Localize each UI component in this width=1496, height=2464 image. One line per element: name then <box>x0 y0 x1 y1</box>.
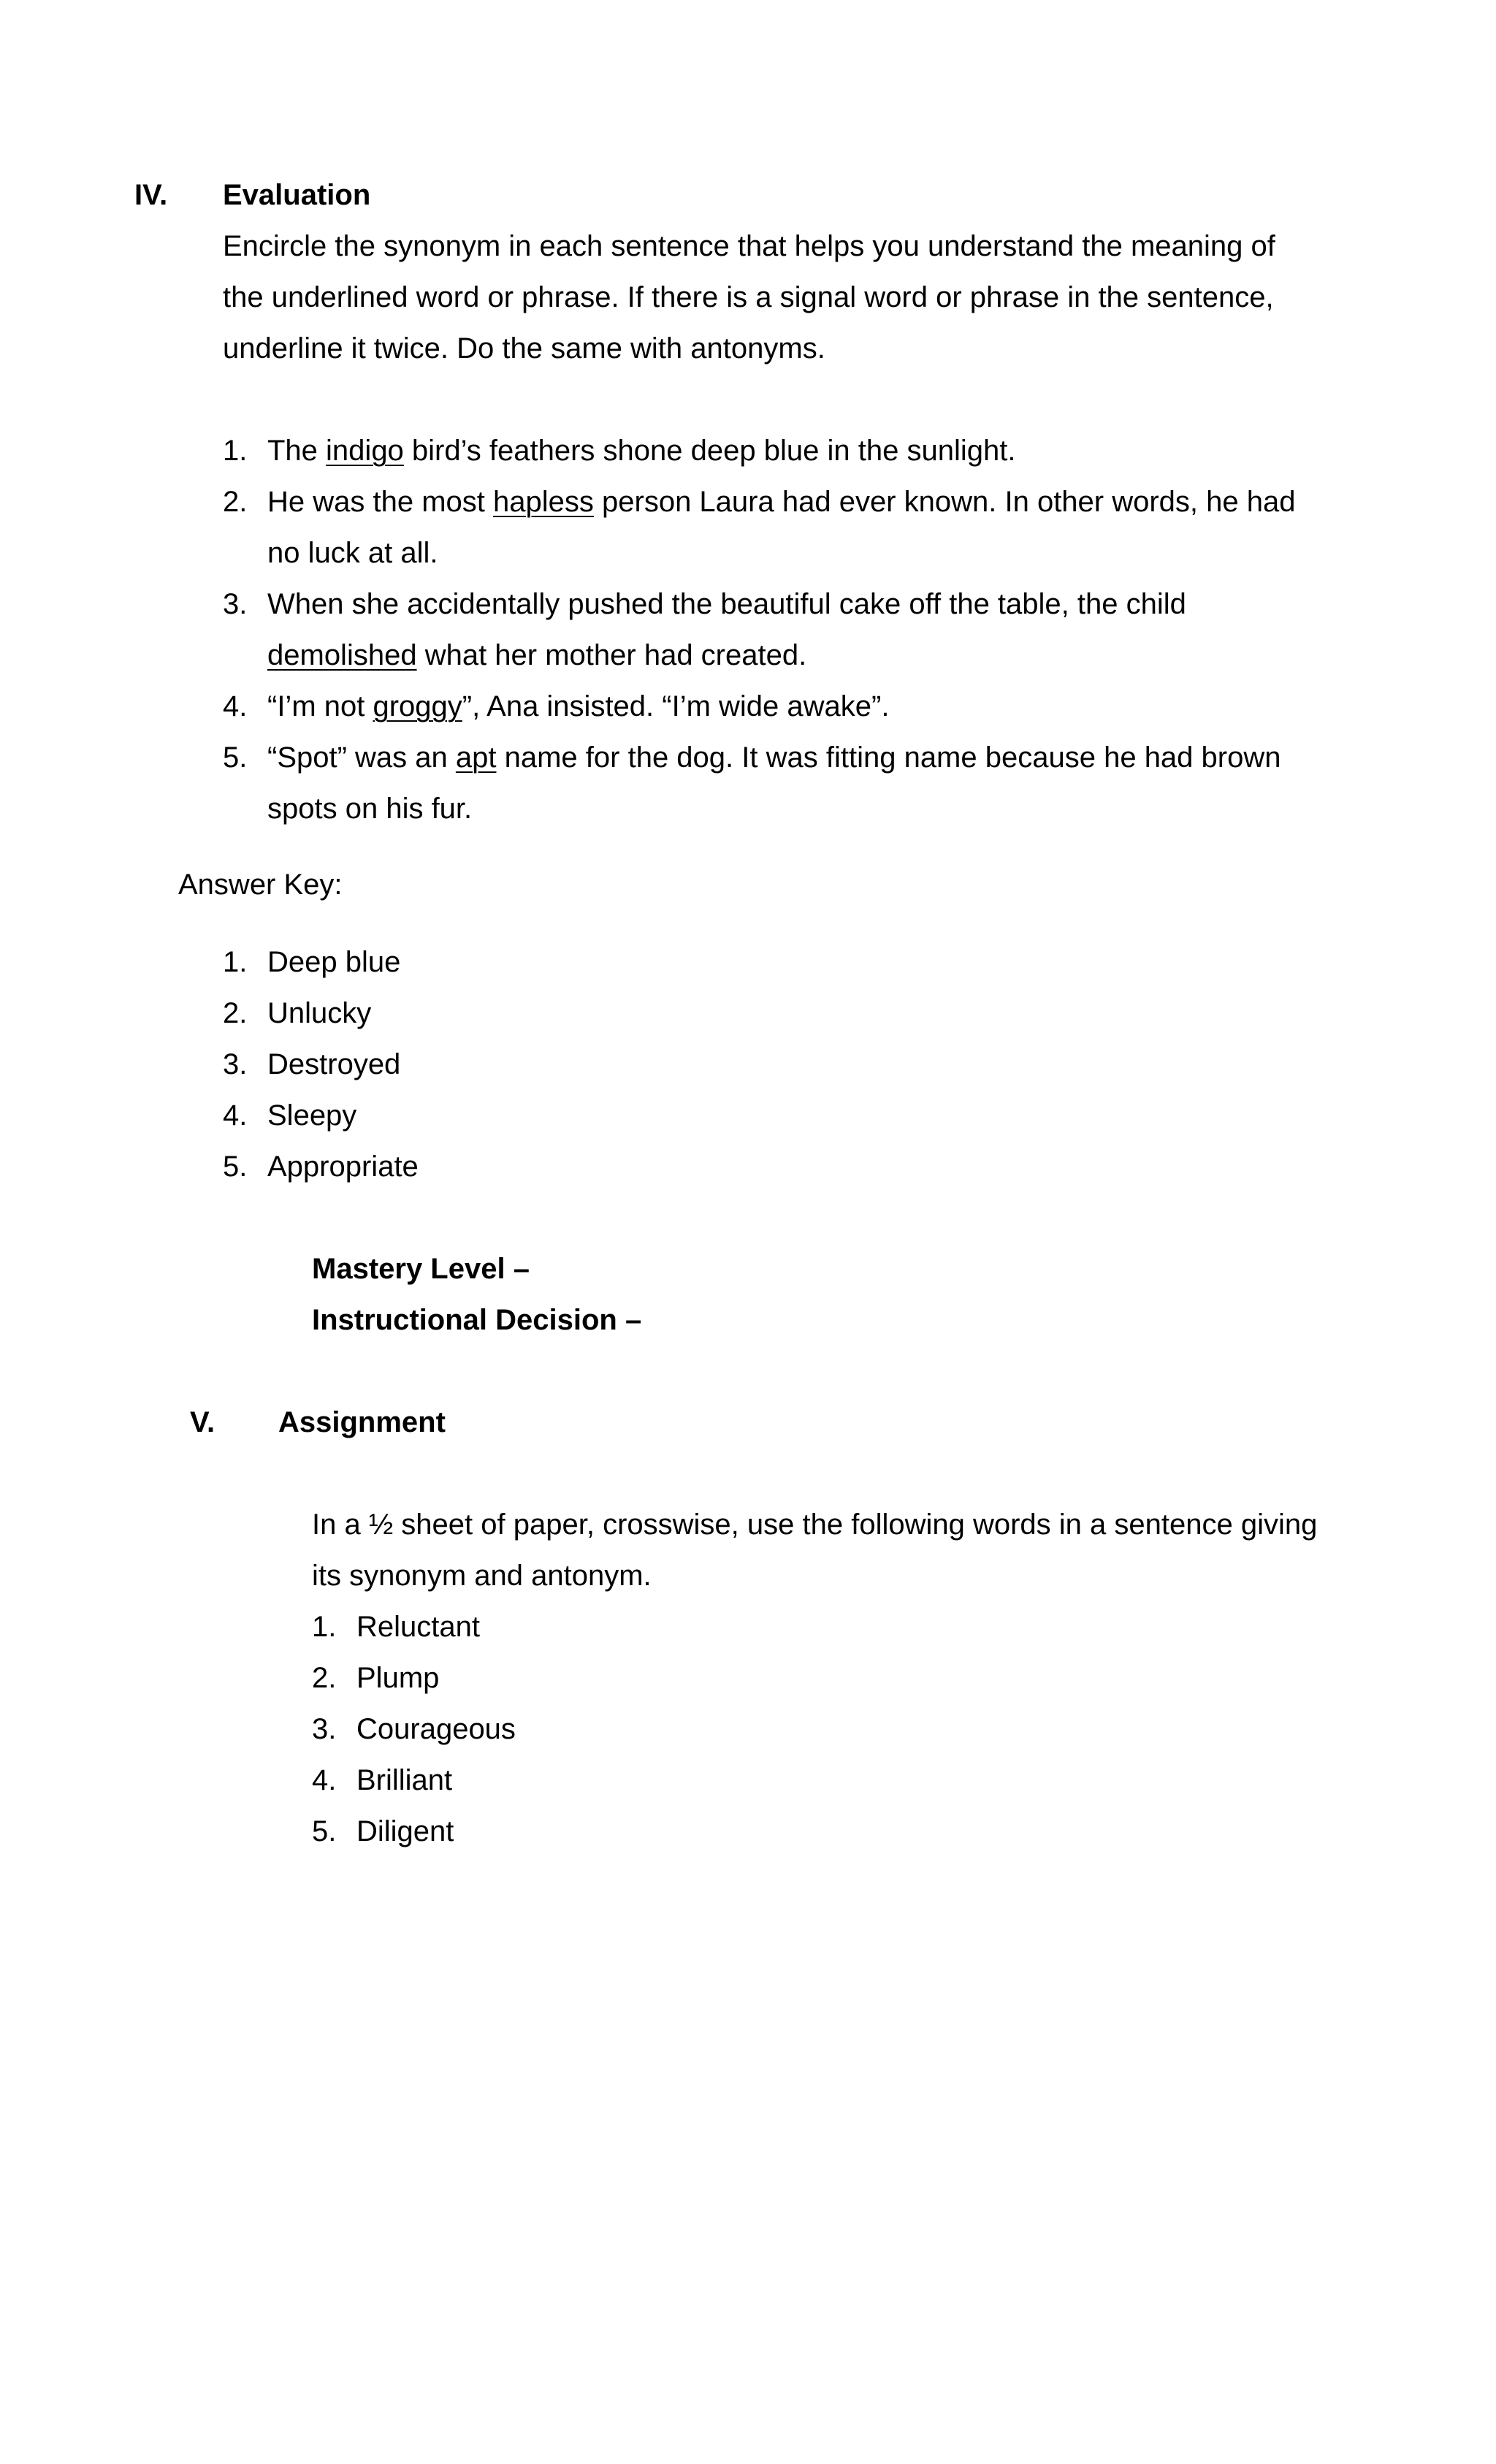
list-number: 1. <box>223 435 248 467</box>
list-item: He was the most hapless person Laura had ever known. In other words, he had <box>267 486 1296 518</box>
assignment-word: Plump <box>356 1662 440 1694</box>
assignment-word: Brilliant <box>356 1764 453 1796</box>
underlined-word: apt <box>455 741 497 774</box>
list-number: 4. <box>223 690 248 722</box>
list-number: 2. <box>223 997 248 1029</box>
list-item-continuation: no luck at all. <box>267 537 438 569</box>
list-item-continuation: spots on his fur. <box>267 793 473 825</box>
instruction-line: Encircle the synonym in each sentence that helps you understand the meaning of <box>223 230 1275 262</box>
answer-item: Deep blue <box>267 946 401 978</box>
list-number: 3. <box>223 1048 248 1080</box>
list-number: 3. <box>223 588 248 620</box>
list-number: 4. <box>223 1099 248 1132</box>
section-numeral: IV. <box>134 179 168 211</box>
answer-item: Appropriate <box>267 1151 419 1183</box>
list-number: 1. <box>223 946 248 978</box>
instruction-line: In a ½ sheet of paper, crosswise, use the following words in a sentence giving <box>312 1508 1318 1541</box>
list-item-continuation: demolished what her mother had created. <box>267 639 807 671</box>
list-item: When she accidentally pushed the beautiful cake off the table, the child <box>267 588 1186 620</box>
underlined-word: demolished <box>267 639 417 671</box>
section-title: Assignment <box>278 1406 446 1438</box>
answer-item: Unlucky <box>267 997 372 1029</box>
instruction-line: its synonym and antonym. <box>312 1560 652 1592</box>
list-number: 4. <box>312 1764 337 1796</box>
list-number: 1. <box>312 1611 337 1643</box>
section-title: Evaluation <box>223 179 371 211</box>
answer-item: Sleepy <box>267 1099 357 1132</box>
answer-item: Destroyed <box>267 1048 401 1080</box>
list-number: 5. <box>223 1151 248 1183</box>
assignment-word: Reluctant <box>356 1611 480 1643</box>
assignment-word: Courageous <box>356 1713 516 1745</box>
list-item: “Spot” was an apt name for the dog. It was fitting name because he had brown <box>267 741 1281 774</box>
list-number: 2. <box>223 486 248 518</box>
instruction-line: the underlined word or phrase. If there is a signal word or phrase in the sentence, <box>223 281 1274 313</box>
list-number: 3. <box>312 1713 337 1745</box>
list-item: “I’m not groggy”, Ana insisted. “I’m wide awake”. <box>267 690 890 722</box>
list-item: The indigo bird’s feathers shone deep blue in the sunlight. <box>267 435 1016 467</box>
underlined-word: hapless <box>493 486 594 518</box>
list-number: 5. <box>223 741 248 774</box>
mastery-level-label: Mastery Level – <box>312 1253 530 1285</box>
list-number: 5. <box>312 1815 337 1847</box>
instruction-line: underline it twice. Do the same with antonyms. <box>223 332 825 365</box>
section-numeral: V. <box>190 1406 215 1438</box>
underlined-word: groggy <box>373 690 462 722</box>
assignment-word: Diligent <box>356 1815 454 1847</box>
answer-key-label: Answer Key: <box>178 869 343 901</box>
list-number: 2. <box>312 1662 337 1694</box>
instructional-decision-label: Instructional Decision – <box>312 1304 642 1336</box>
underlined-word: indigo <box>326 435 404 467</box>
